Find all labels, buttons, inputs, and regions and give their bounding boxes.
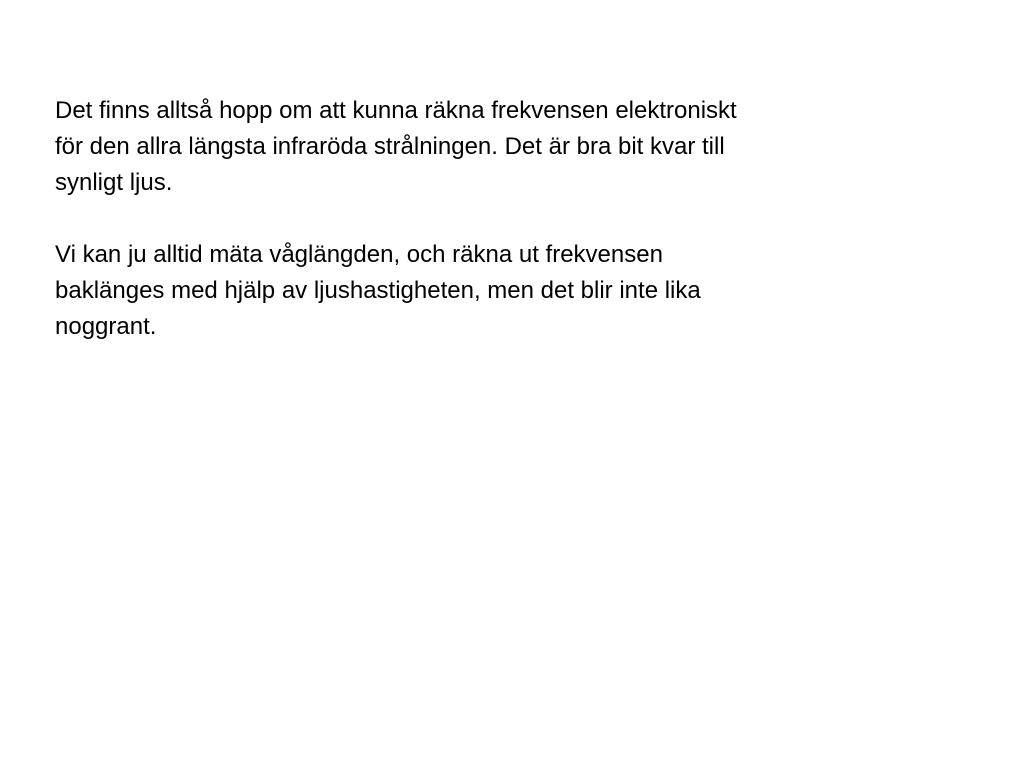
text-line: noggrant. — [55, 313, 157, 340]
slide-text-body — [55, 93, 965, 345]
text-line: Vi kan ju alltid mäta våglängden, och räkna ut frekvensen — [55, 241, 663, 268]
paragraph-wavelength-measurement — [55, 237, 965, 345]
text-line: Det finns alltså hopp om att kunna räkna frekvensen elektroniskt — [55, 97, 737, 124]
text-line: baklänges med hjälp av ljushastigheten, men det blir inte lika — [55, 277, 701, 304]
paragraph-frequency-hope — [55, 93, 965, 201]
text-line: synligt ljus. — [55, 169, 173, 196]
text-line: för den allra längsta infraröda strålningen. Det är bra bit kvar till — [55, 133, 725, 160]
